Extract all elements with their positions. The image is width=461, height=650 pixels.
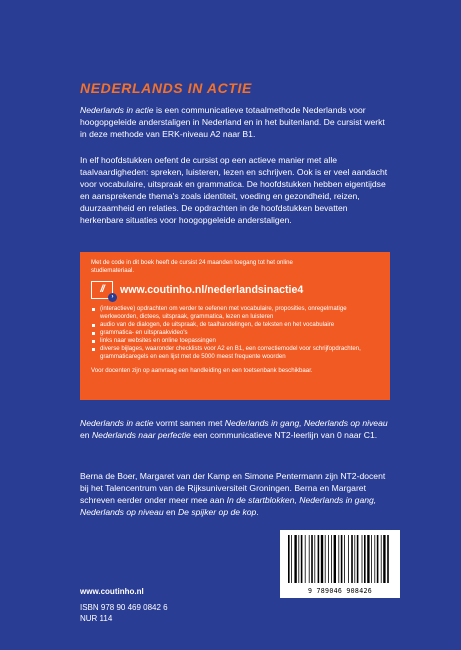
list-item: diverse bijlages, waaronder checklists voor A2 en B1, een correctiemodel voor schrijfopdrachten, grammaticaregels en een lijst met de 5000 meest frequente woorden [100, 345, 379, 361]
online-material-box [80, 252, 390, 400]
list-item: grammatica- en uitspraakvideo's [100, 329, 379, 337]
authors-title-italic: In de startblokken, Nederlands in gang, Nederlands op niveau [80, 495, 377, 517]
list-item: audio van de dialogen, de uitspraak, de taalhandelingen, de teksten en het vocabulaire [100, 321, 379, 329]
list-item: links naar websites en online toepassingen [100, 337, 379, 345]
promo-footer: Voor docenten zijn op aanvraag een handleiding en een toetsenbank beschikbaar. [91, 367, 313, 374]
list-item: (interactieve) opdrachten om verder te oefenen met vocabulaire, proposities, onregelmatige werkwoorden, dictees, uitspraak, grammatica, lezen en luisteren [100, 305, 379, 321]
barcode-bar [371, 535, 372, 583]
barcode-bar [362, 535, 363, 583]
series-text: een communicatieve NT2-leerlijn van 0 naar C1. [190, 430, 378, 440]
barcode-bar [328, 535, 329, 583]
arrow-icon: › [108, 293, 117, 302]
barcode-bar [331, 535, 332, 583]
authors-title-italic: De spijker op de kop [177, 507, 257, 517]
barcode-bar [344, 535, 345, 583]
feature-list [91, 305, 379, 361]
barcode-bar [383, 535, 385, 583]
authors-text: . [256, 507, 259, 517]
publisher-website[interactable]: www.coutinho.nl [80, 587, 144, 596]
barcode-bar [311, 535, 313, 583]
barcode-bar [309, 535, 310, 583]
barcode-bar [298, 535, 299, 583]
barcode-bar [301, 535, 303, 583]
barcode-bar [348, 535, 349, 583]
barcode-bar [321, 535, 323, 583]
barcode-bar [351, 535, 353, 583]
coutinho-logo-icon [91, 281, 113, 299]
barcode-bar [334, 535, 336, 583]
barcode-bar [357, 535, 359, 583]
barcode-bar [341, 535, 343, 583]
barcode-bar [387, 535, 389, 583]
barcode-bar [338, 535, 339, 583]
series-paragraph [80, 417, 390, 441]
authors-text: Berna de Boer, Margaret van der Kamp en Simone Pentermann zijn NT2-docent bij het Talencentrum van de Rijksuniversiteit Groningen. Berna en Margaret schreven eerder onder meer mee aan [80, 471, 386, 505]
intro-paragraph [80, 104, 390, 140]
book-title: NEDERLANDS IN ACTIE [80, 80, 252, 96]
barcode-bar [354, 535, 355, 583]
description-paragraph: In elf hoofdstukken oefent de cursist op een actieve manier met alle taalvaardigheden: spreken, luisteren, lezen en schrijven. Ook is er veel aandacht voor vocabulaire, uitspraak en grammatica. De hoofdstukken hebben eigentijdse en aansprekende thema's zoals identiteit, voeding en gezondheid, reizen, duurzaamheid en relaties. De opdrachten in de hoofdstukken bevatten herkenbare situaties voor hoogopgeleide anderstaligen. [80, 155, 388, 225]
barcode-bar [318, 535, 320, 583]
authors-paragraph [80, 470, 390, 518]
series-text: en [80, 430, 92, 440]
barcode [280, 530, 400, 598]
barcode-bar [364, 535, 366, 583]
series-title-italic: Nederlands in gang, Nederlands op niveau [224, 418, 388, 428]
series-text: vormt samen met [153, 418, 225, 428]
barcode-bars-icon [288, 535, 392, 585]
intro-text: is een communicatieve totaalmethode Nederlands voor hoogopgeleide anderstaligen in Nederland en in het buitenland. De cursist werkt in deze methode van ERK-niveau A2 naar B1. [80, 105, 385, 139]
barcode-bar [288, 535, 290, 583]
barcode-bar [291, 535, 292, 583]
promo-intro: Met de code in dit boek heeft de cursist 24 maanden toegang tot het online studiemateriaal. [91, 259, 293, 274]
series-title-italic: Nederlands naar perfectie [91, 430, 191, 440]
authors-text: en [163, 507, 178, 517]
promo-url[interactable]: www.coutinho.nl/nederlandsinactie4 [120, 284, 304, 296]
barcode-bar [367, 535, 369, 583]
intro-italic: Nederlands in actie [80, 105, 154, 115]
nur-code: NUR 114 [80, 614, 113, 623]
barcode-bar [314, 535, 315, 583]
logo-text: // [100, 284, 104, 295]
barcode-bar [305, 535, 306, 583]
series-title-italic: Nederlands in actie [80, 418, 154, 428]
barcode-bar [325, 535, 326, 583]
barcode-bar [374, 535, 375, 583]
url-row [91, 281, 379, 299]
barcode-bar [381, 535, 382, 583]
barcode-bar [377, 535, 379, 583]
publisher-info [80, 586, 168, 624]
barcode-bar [294, 535, 296, 583]
barcode-digits: 9 789046 908426 [307, 587, 373, 595]
isbn: ISBN 978 90 469 0842 6 [80, 603, 168, 612]
